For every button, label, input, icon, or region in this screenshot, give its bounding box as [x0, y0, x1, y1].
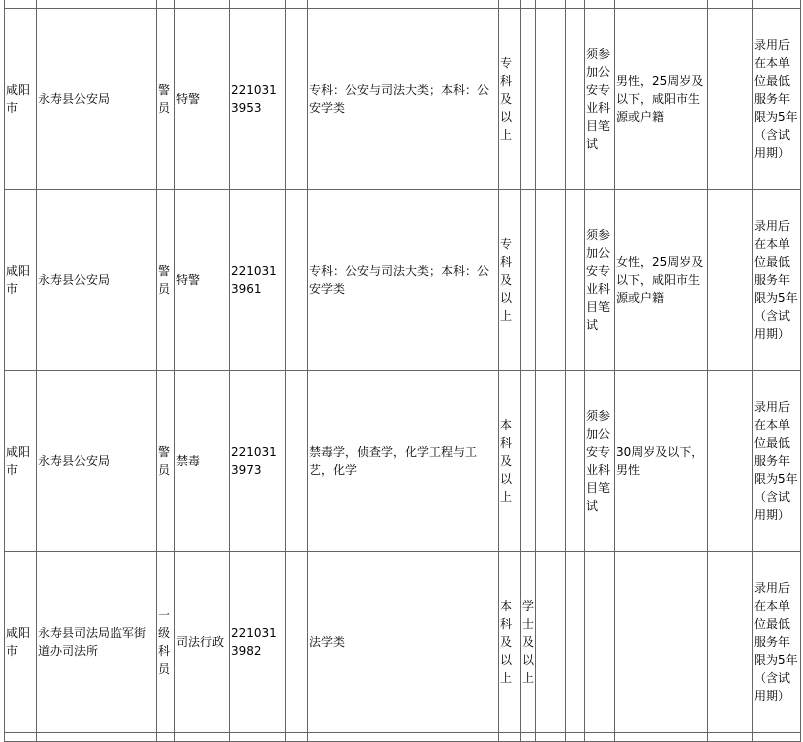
- cell-empty: [286, 9, 308, 190]
- cell-city: 咸阳市: [5, 552, 37, 733]
- cell-degree: [521, 190, 536, 371]
- cell-empty: [286, 552, 308, 733]
- cell-city: 咸阳市: [5, 9, 37, 190]
- cell-empty: [286, 371, 308, 552]
- cell-education: 本科及以上: [499, 552, 521, 733]
- cell-degree: [521, 9, 536, 190]
- cell-education: 专科及以上: [499, 190, 521, 371]
- cell-unit: 永寿县公安局: [37, 190, 157, 371]
- cell-major: 禁毒学，侦查学，化学工程与工艺，化学: [308, 371, 499, 552]
- cell-degree: 学士及以上: [521, 552, 536, 733]
- cell-other: 30周岁及以下，男性: [615, 371, 708, 552]
- cell-code: 2210313953: [230, 9, 286, 190]
- table-row-partial-bottom: [5, 733, 801, 742]
- cell-empty: [566, 371, 585, 552]
- positions-table: [4, 0, 801, 742]
- cell-empty: [536, 371, 566, 552]
- cell-education: 专科及以上: [499, 9, 521, 190]
- table-row: [5, 9, 801, 190]
- cell-code: 2210313973: [230, 371, 286, 552]
- cell-unit: 永寿县司法局监军街道办司法所: [37, 552, 157, 733]
- table-row-partial-top: [5, 0, 801, 9]
- cell-rank: 一级科员: [157, 552, 175, 733]
- cell-exam: 须参加公安专业科目笔试: [585, 371, 615, 552]
- cell-empty: [708, 371, 753, 552]
- cell-empty: [566, 552, 585, 733]
- cell-empty: [708, 190, 753, 371]
- table-row: [5, 371, 801, 552]
- cell-position: 司法行政: [175, 552, 230, 733]
- cell-empty: [536, 552, 566, 733]
- cell-other: 女性，25周岁及以下，咸阳市生源或户籍: [615, 190, 708, 371]
- cell-empty: [536, 9, 566, 190]
- cell-service: 录用后在本单位最低服务年限为5年（含试用期）: [753, 371, 801, 552]
- cell-code: 2210313961: [230, 190, 286, 371]
- table-row: [5, 190, 801, 371]
- cell-code: 2210313982: [230, 552, 286, 733]
- positions-table-wrap: [4, 0, 803, 741]
- cell-empty: [566, 190, 585, 371]
- cell-unit: 永寿县公安局: [37, 371, 157, 552]
- cell-service: 录用后在本单位最低服务年限为5年（含试用期）: [753, 9, 801, 190]
- cell-service: 录用后在本单位最低服务年限为5年（含试用期）: [753, 552, 801, 733]
- cell-rank: 警员: [157, 190, 175, 371]
- cell-position: 特警: [175, 190, 230, 371]
- table-row: [5, 552, 801, 733]
- cell-major: 专科：公安与司法大类；本科：公安学类: [308, 9, 499, 190]
- cell-major: 专科：公安与司法大类；本科：公安学类: [308, 190, 499, 371]
- cell-empty: [708, 9, 753, 190]
- cell-exam: 须参加公安专业科目笔试: [585, 9, 615, 190]
- cell-city: 咸阳市: [5, 371, 37, 552]
- cell-other: [615, 552, 708, 733]
- cell-city: 咸阳市: [5, 190, 37, 371]
- cell-major: 法学类: [308, 552, 499, 733]
- cell-empty: [536, 190, 566, 371]
- cell-rank: 警员: [157, 9, 175, 190]
- cell-other: 男性，25周岁及以下，咸阳市生源或户籍: [615, 9, 708, 190]
- cell-exam: 须参加公安专业科目笔试: [585, 190, 615, 371]
- cell-empty: [286, 190, 308, 371]
- cell-empty: [708, 552, 753, 733]
- cell-position: 特警: [175, 9, 230, 190]
- cell-empty: [566, 9, 585, 190]
- cell-position: 禁毒: [175, 371, 230, 552]
- cell-education: 本科及以上: [499, 371, 521, 552]
- cell-degree: [521, 371, 536, 552]
- cell-rank: 警员: [157, 371, 175, 552]
- cell-service: 录用后在本单位最低服务年限为5年（含试用期）: [753, 190, 801, 371]
- cell-unit: 永寿县公安局: [37, 9, 157, 190]
- cell-exam: [585, 552, 615, 733]
